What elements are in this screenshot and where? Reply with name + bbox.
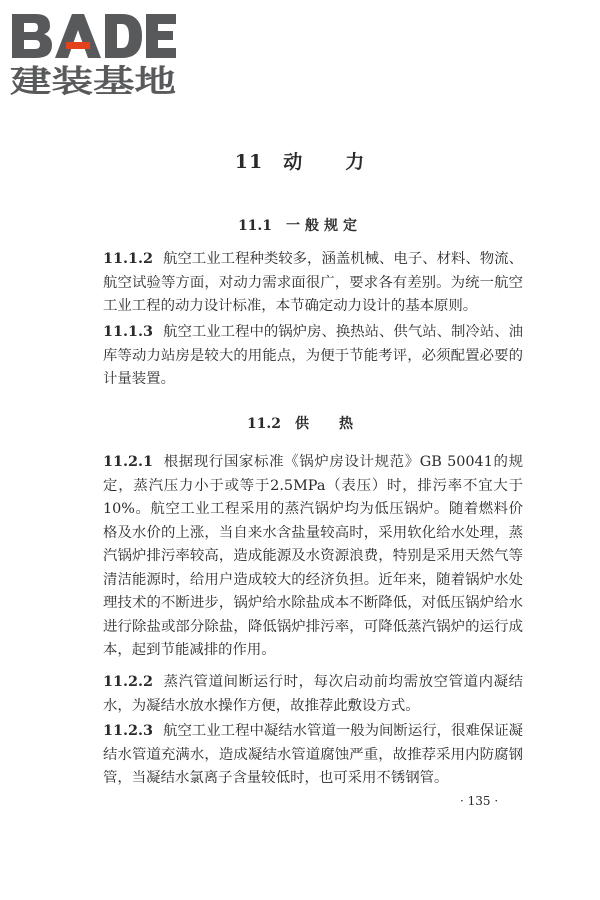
section-number: 11.2 xyxy=(246,416,282,432)
clause-text: 根据现行国家标准《锅炉房设计规范》GB 50041的规定，蒸汽压力小于或等于2.5MPa（表压）时，排污率不宜大于10%。航空工业工程采用的蒸汽锅炉均为低压锅炉。随着燃料价格及水价的上涨，当自来水含盐量较高时，采用软化给水处理，蒸汽锅炉排污率较高，造成能源及水资源浪费，特别是采用天然气等清洁能源时，给用户造成较大的经济负担。近年来，随着锅炉水处理技术的不断进步，锅炉给水除盐成本不断降低，对低压锅炉给水进行除盐或部分除盐，降低锅炉排污率，可降低蒸汽锅炉的运行成本，起到节能减排的作用。 xyxy=(103,454,523,658)
clause-number: 11.2.3 xyxy=(103,722,154,739)
section-title-char-2: 热 xyxy=(339,416,354,432)
logo-accent-bar xyxy=(66,42,90,49)
page-number: · 135 · xyxy=(460,794,499,808)
chapter-title-char-2: 力 xyxy=(345,151,366,173)
clause-text: 蒸汽管道间断运行时，每次启动前均需放空管道内凝结水，为凝结水放水操作方便，故推荐此敷设方式。 xyxy=(103,674,523,714)
brand-logo xyxy=(8,6,180,98)
section-number: 11.1 xyxy=(237,218,273,234)
clause-number: 11.2.2 xyxy=(103,673,154,690)
section-title-char-1: 供 xyxy=(295,416,310,432)
clause-paragraph xyxy=(103,719,523,791)
section-title-text: 一般规定 xyxy=(286,218,363,234)
clause-text: 航空工业工程中凝结水管道一般为间断运行，很难保证凝结水管道充满水，造成凝结水管道腐蚀严重，故推荐采用内防腐钢管，当凝结水氯离子含量较低时，也可采用不锈钢管。 xyxy=(103,723,523,786)
logo-letter-d xyxy=(105,14,142,58)
section-title-heating xyxy=(0,413,600,433)
section-title-general xyxy=(0,215,600,235)
logo-letter-e xyxy=(146,14,176,58)
clause-paragraph xyxy=(103,247,523,319)
clause-number: 11.1.2 xyxy=(103,250,154,267)
clause-number: 11.2.1 xyxy=(103,453,154,470)
bade-logo-graphic xyxy=(8,6,180,98)
logo-subtitle: 建装基地 xyxy=(10,64,176,98)
clause-paragraph xyxy=(103,670,523,718)
clause-paragraph xyxy=(103,450,523,663)
clause-text: 航空工业工程种类较多，涵盖机械、电子、材料、物流、航空试验等方面，对动力需求面很广，要求各有差别。为统一航空工业工程的动力设计标准，本节确定动力设计的基本原则。 xyxy=(103,251,523,314)
chapter-title xyxy=(0,147,600,174)
clause-paragraph xyxy=(103,320,523,392)
chapter-title-char-1: 动 xyxy=(283,151,304,173)
logo-letter-b xyxy=(12,14,52,58)
chapter-number: 11 xyxy=(234,151,264,173)
logo-letter-a xyxy=(55,14,101,58)
clause-text: 航空工业工程中的锅炉房、换热站、供气站、制冷站、油库等动力站房是较大的用能点，为便于节能考评，必须配置必要的计量装置。 xyxy=(103,324,523,387)
clause-number: 11.1.3 xyxy=(103,323,154,340)
